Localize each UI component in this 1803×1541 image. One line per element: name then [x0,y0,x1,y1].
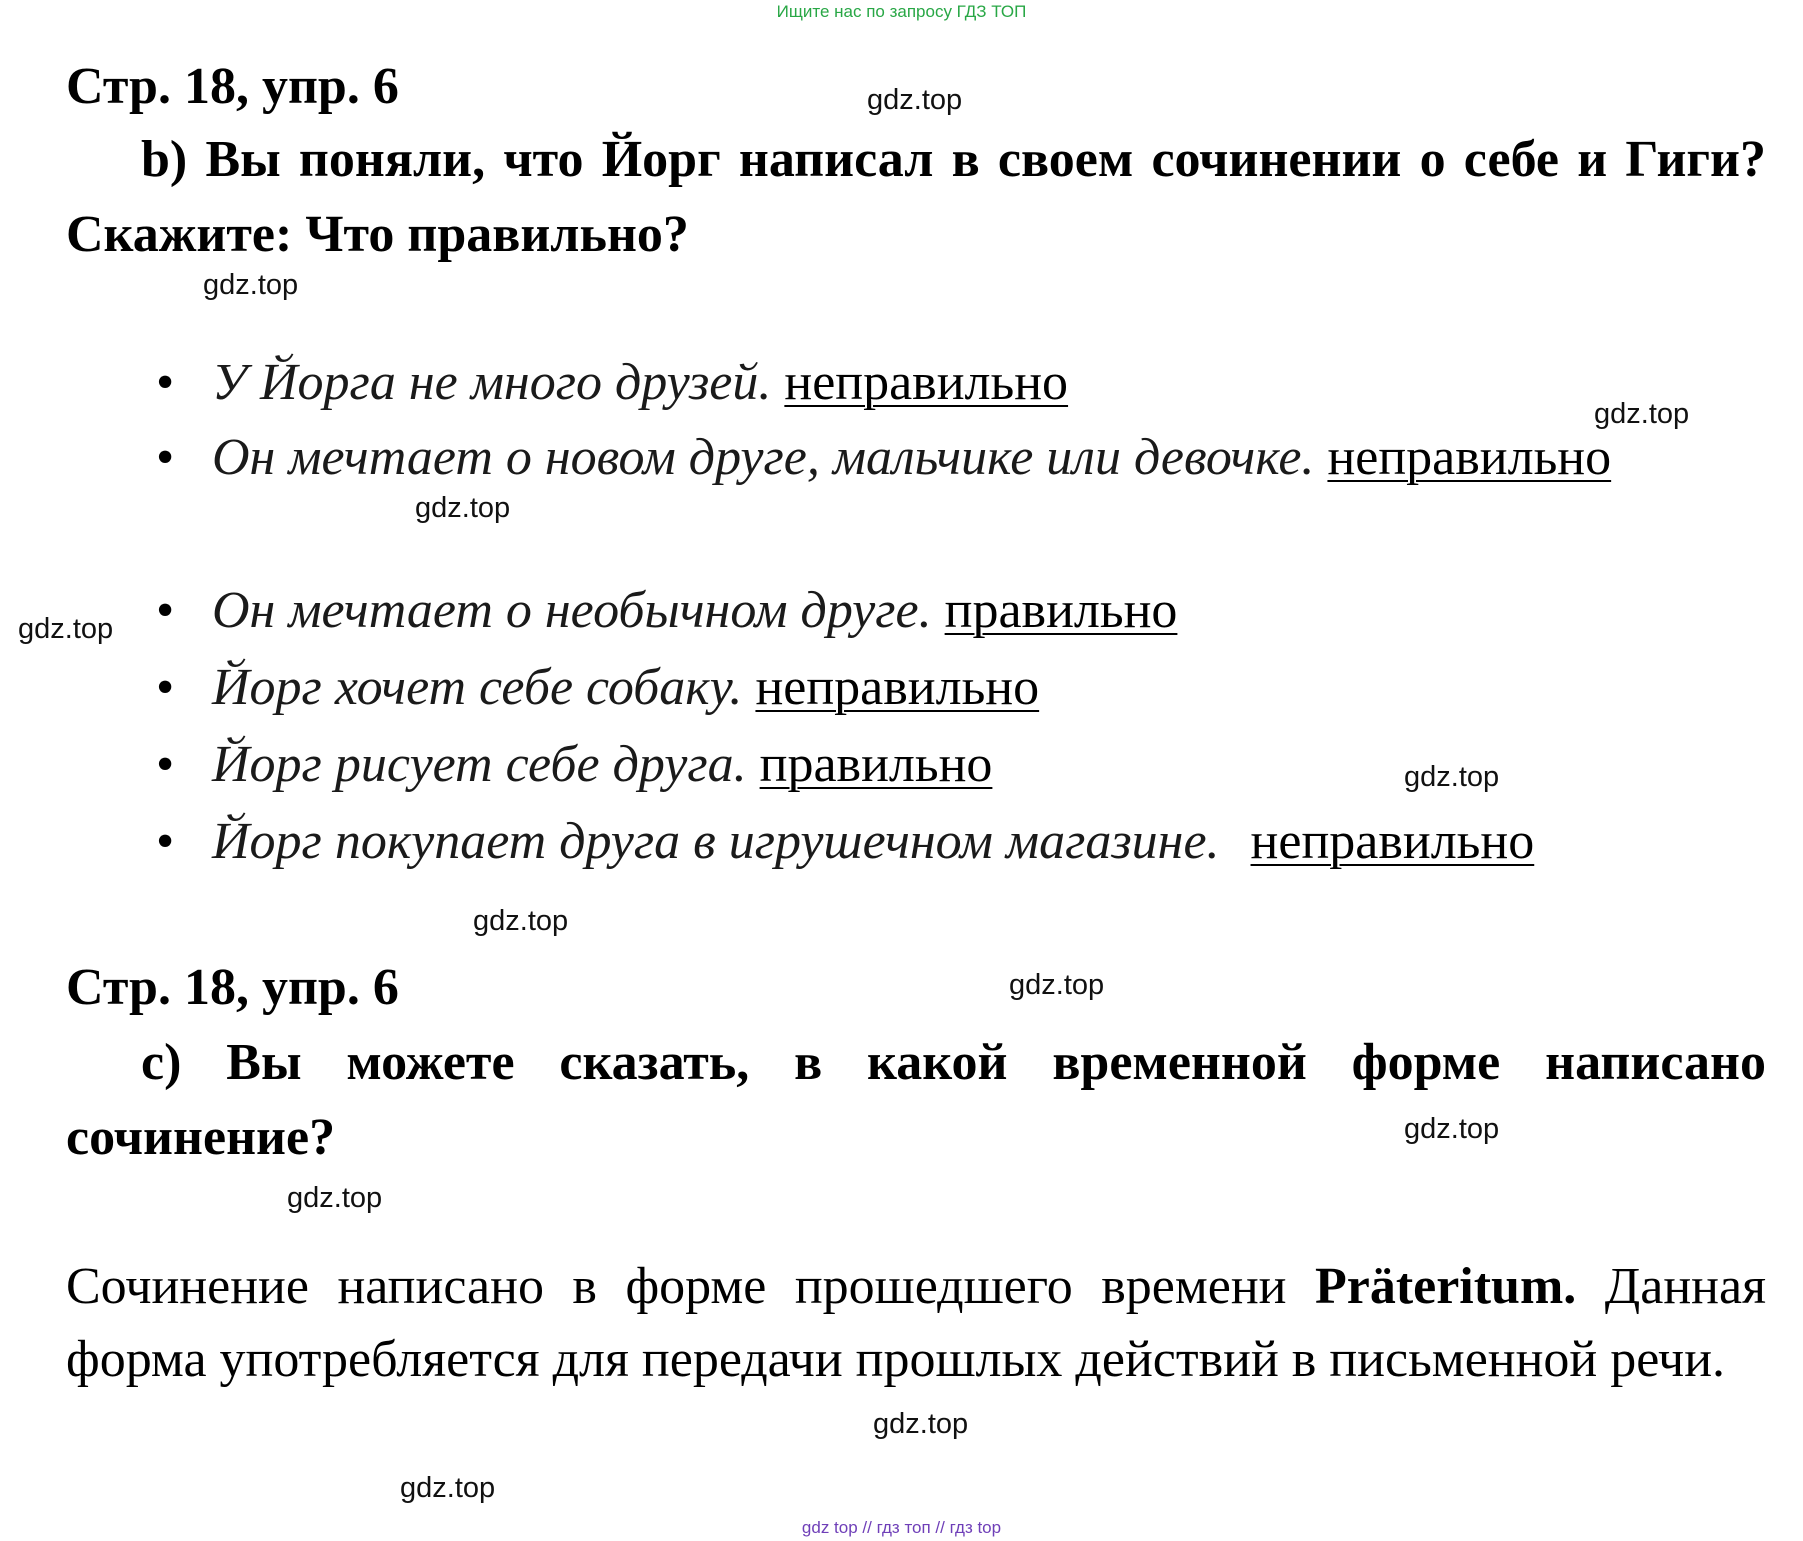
bottom-banner: gdz top // гдз топ // гдз top [801,1518,1002,1537]
bullet-icon: • [156,736,175,793]
answer-text: правильно [944,582,1178,639]
watermark: gdz.top [400,1472,496,1504]
bullet-icon: • [156,813,175,870]
bullet-icon: • [156,582,175,639]
watermark: gdz.top [415,492,511,524]
list-item [156,345,1068,420]
section-b-heading: Стр. 18, упр. 6 [66,58,399,115]
bullet-icon: • [156,354,175,411]
statement-text: Йорг покупает друга в игрушечном магазине. [212,813,1220,870]
watermark: gdz.top [18,613,114,645]
section-b-question-text: b) Вы поняли, что Йорг написал в своем сочинении о себе и Гиги? Скажите: Что правильно? [66,131,1766,263]
answer-text: неправильно [755,659,1040,716]
section-b-question [66,122,1766,272]
watermark: gdz.top [473,905,569,937]
list-item [156,573,1177,648]
answer-text: неправильно [1250,813,1535,870]
answer-text: правильно [759,736,993,793]
watermark: gdz.top [1404,1113,1500,1145]
top-banner: Ищите нас по запросу ГДЗ ТОП [776,2,1027,21]
answer-text: неправильно [784,354,1069,411]
watermark: gdz.top [867,84,963,116]
bullet-icon: • [156,429,175,486]
watermark: gdz.top [873,1408,969,1440]
watermark: gdz.top [1404,761,1500,793]
list-item [66,420,1766,495]
list-item [156,727,992,802]
section-c-question-text: c) Вы можете сказать, в какой временной форме написано сочинение? [66,1034,1766,1166]
list-item [156,650,1039,725]
answer-prefix: Сочинение написано в форме прошедшего времени [66,1258,1287,1315]
watermark: gdz.top [203,269,299,301]
bullet-icon: • [156,659,175,716]
statement-text: Он мечтает о необычном друге. [212,582,932,639]
watermark: gdz.top [287,1182,383,1214]
answer-rest: Данная форма употребляется для передачи прошлых действий в письменной речи. [66,1258,1766,1388]
answer-term: Präteritum. [1314,1258,1577,1315]
section-c-question [66,1025,1766,1175]
watermark: gdz.top [1009,969,1105,1001]
section-c-heading: Стр. 18, упр. 6 [66,959,399,1016]
answer-text: неправильно [1327,429,1612,486]
watermark: gdz.top [1594,398,1690,430]
answer-paragraph [66,1250,1766,1396]
statement-text: У Йорга не много друзей. [212,354,772,411]
list-item [156,804,1534,879]
statement-text: Йорг рисует себе друга. [212,736,747,793]
statement-text: Он мечтает о новом друге, мальчике или девочке. [212,429,1315,486]
statement-text: Йорг хочет себе собаку. [212,659,743,716]
